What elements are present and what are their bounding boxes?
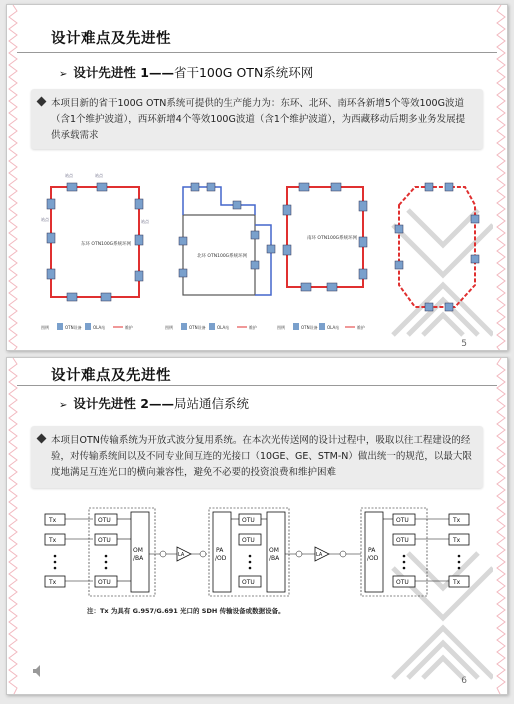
svg-text:OM: OM: [133, 547, 143, 554]
arrow-bullet-icon: ➢: [59, 69, 68, 80]
svg-text:OTU: OTU: [98, 517, 111, 524]
svg-text:/OD: /OD: [215, 555, 227, 562]
tx-column-left: [45, 514, 65, 587]
arrow-bullet-icon: ➢: [59, 400, 68, 411]
title-divider: [17, 52, 497, 53]
ring-diagram-south: [275, 165, 383, 340]
svg-text:/BA: /BA: [133, 555, 144, 562]
ring-diagram-north: [161, 165, 279, 340]
slide-2: [6, 357, 508, 695]
svg-text:站点: 站点: [41, 217, 49, 222]
svg-text:OTU: OTU: [396, 537, 409, 544]
content-bullet: [31, 426, 483, 488]
svg-text:PA: PA: [216, 547, 224, 554]
svg-text:LA: LA: [178, 552, 185, 558]
svg-text:Tx: Tx: [453, 579, 461, 586]
svg-text:Tx: Tx: [49, 579, 57, 586]
subtitle: [59, 394, 249, 412]
page-number: 6: [461, 676, 467, 686]
svg-text:站点: 站点: [141, 219, 149, 224]
ring-label: 东环 OTN100G系统环网: [81, 242, 132, 247]
svg-text:OTN设备: OTN设备: [189, 325, 206, 330]
svg-text:站点: 站点: [95, 173, 103, 178]
svg-text:维护: 维护: [357, 325, 365, 330]
svg-text:LA: LA: [316, 552, 323, 558]
svg-text:OTU: OTU: [98, 579, 111, 586]
svg-text:OTN设备: OTN设备: [301, 325, 318, 330]
svg-text:图例: 图例: [277, 325, 285, 330]
slide-title: 设计难点及先进性: [51, 368, 171, 384]
subtitle-prefix: 设计先进性 1——: [73, 65, 174, 80]
svg-text:OLA站: OLA站: [327, 325, 340, 330]
svg-text:维护: 维护: [249, 325, 257, 330]
station-diagram: [37, 504, 477, 604]
slide-1: [6, 4, 508, 351]
bullet-text: 本项目OTN传输系统为开放式波分复用系统。在本次光传送网的设计过程中，吸取以往工程建设的经验，对传输系统间以及不同专业间互连的光接口（10GE、GE、STM-N）做出统一的规范，以最大限度地满足互连光口的横向兼容性，避免不必要的投资浪费和维护困难: [51, 435, 472, 478]
zigzag-border-left: [7, 5, 19, 351]
svg-text:PA: PA: [368, 547, 376, 554]
diagram-note: 注：Tx 为具有 G.957/G.691 光口的 SDH 传输设备或数据设备。: [87, 607, 285, 615]
ring-diagram-west: [385, 165, 485, 340]
svg-text:图例: 图例: [165, 325, 173, 330]
ring-diagram-east: [37, 165, 159, 340]
svg-text:Tx: Tx: [453, 537, 461, 544]
diamond-bullet-icon: [37, 97, 47, 107]
svg-text:Tx: Tx: [453, 517, 461, 524]
svg-text:OTU: OTU: [242, 579, 255, 586]
svg-text:OTN设备: OTN设备: [65, 325, 82, 330]
svg-text:Tx: Tx: [49, 537, 57, 544]
title-divider: [17, 385, 497, 386]
slide-title: 设计难点及先进性: [51, 31, 171, 47]
svg-text:OLA站: OLA站: [217, 325, 230, 330]
page-number: 5: [461, 339, 467, 349]
zigzag-border-left: [7, 358, 19, 695]
diamond-bullet-icon: [37, 434, 47, 444]
subtitle-prefix: 设计先进性 2——: [73, 396, 174, 411]
svg-text:南环 OTN100G系统环网: 南环 OTN100G系统环网: [307, 236, 358, 241]
zigzag-border-right: [495, 5, 507, 351]
subtitle: [59, 63, 313, 81]
speaker-icon[interactable]: [31, 664, 45, 678]
svg-text:OM: OM: [269, 547, 279, 554]
svg-text:/BA: /BA: [269, 555, 280, 562]
content-bullet: [31, 89, 483, 149]
svg-text:Tx: Tx: [49, 517, 57, 524]
svg-text:OLA站: OLA站: [93, 325, 106, 330]
svg-text:OTU: OTU: [396, 579, 409, 586]
svg-text:OTU: OTU: [242, 517, 255, 524]
svg-text:图例: 图例: [41, 325, 49, 330]
zigzag-border-right: [495, 358, 507, 695]
bullet-text: 本项目新的省干100G OTN系统可提供的生产能力为：东环、北环、南环各新增5个等效100G波道（含1个维护波道），西环新增4个等效100G波道（含1个维护波道），为西藏移动后期多业务发展提供承载需求: [51, 98, 466, 141]
subtitle-text: 省干100G OTN系统环网: [173, 65, 314, 80]
svg-text:OTU: OTU: [396, 517, 409, 524]
subtitle-text: 局站通信系统: [173, 396, 249, 411]
svg-text:维护: 维护: [125, 325, 133, 330]
svg-text:OTU: OTU: [98, 537, 111, 544]
svg-text:站点: 站点: [65, 173, 73, 178]
svg-text:OTU: OTU: [242, 537, 255, 544]
svg-text:/OD: /OD: [367, 555, 379, 562]
svg-text:北环 OTN100G系统环网: 北环 OTN100G系统环网: [197, 254, 248, 259]
